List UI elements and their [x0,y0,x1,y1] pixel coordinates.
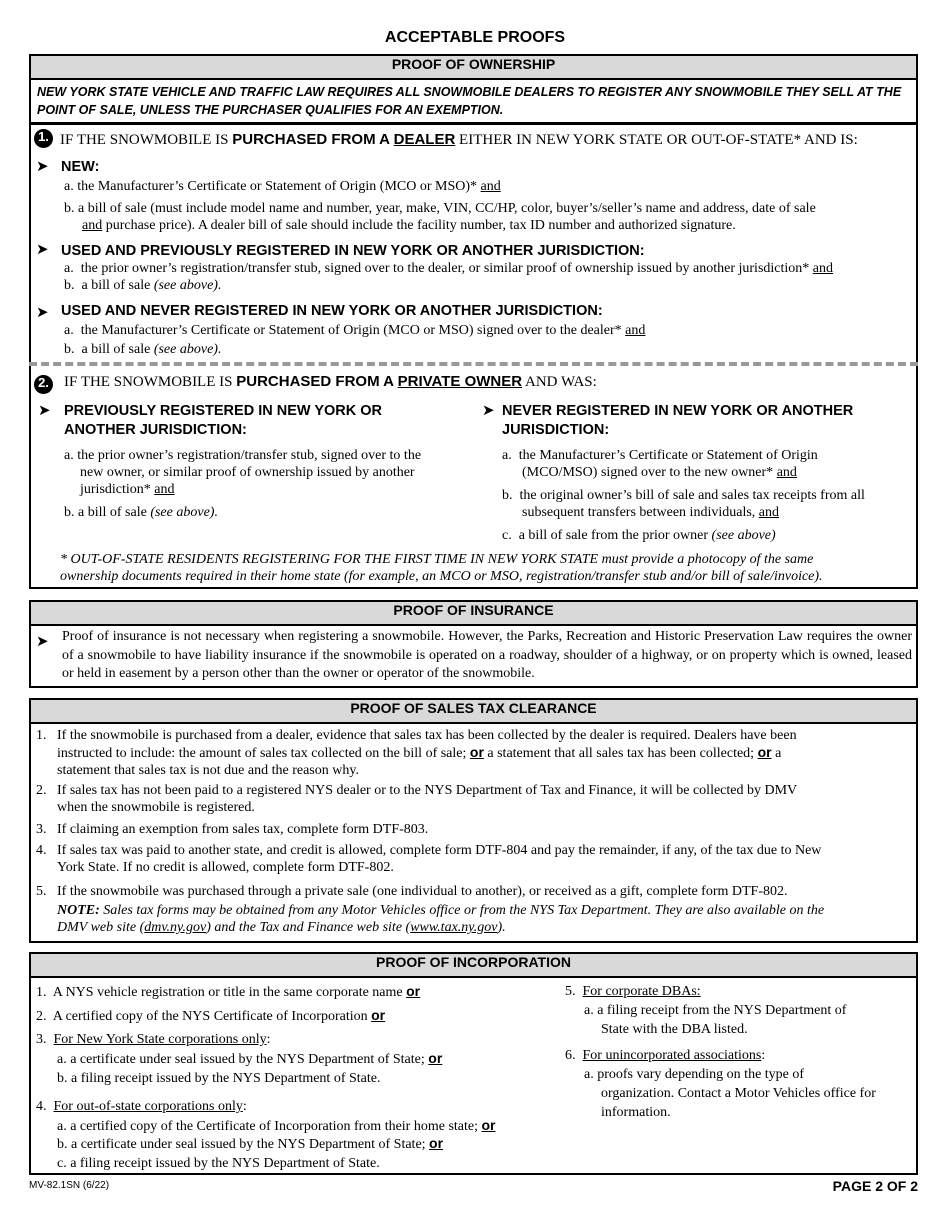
used-registered-item-a: a. the prior owner’s registration/transfer stub, signed over to the dealer, or similar proof of ownership issued by another jurisdiction* and [64,261,833,276]
page-number: PAGE 2 OF 2 [832,1178,918,1194]
arrow-icon: ➤ [36,303,49,321]
arrow-icon: ➤ [36,240,49,258]
dealer-heading: IF THE SNOWMOBILE IS PURCHASED FROM A DEALER EITHER IN NEW YORK STATE OR OUT-OF-STATE* AND IS: [60,131,858,148]
incorporation-item-3: 3. For New York State corporations only: a. a certificate under seal issued by the NYS Department of State; or b. a filing receipt issued by the NYS Department of State. [36,1032,443,1086]
insurance-heading: PROOF OF INSURANCE [31,602,916,626]
tax-link[interactable]: www.tax.ny.gov [410,920,498,935]
dmv-link[interactable]: dmv.ny.gov [144,920,207,935]
used-registered-heading: USED AND PREVIOUSLY REGISTERED IN NEW YORK OR ANOTHER JURISDICTION: [61,243,645,259]
used-never-item-a: a. the Manufacturer’s Certificate or Statement of Origin (MCO or MSO) signed over to the dealer* and [64,323,646,338]
used-never-heading: USED AND NEVER REGISTERED IN NEW YORK OR ANOTHER JURISDICTION: [61,303,603,319]
notice-divider [29,122,918,125]
used-never-item-b: b. a bill of sale (see above). [64,342,222,357]
never-registered-heading: NEVER REGISTERED IN NEW YORK OR ANOTHER JURISDICTION: [502,403,854,438]
arrow-icon: ➤ [36,632,49,650]
new-heading: NEW: [61,159,100,175]
incorporation-item-1: 1. A NYS vehicle registration or title in the same corporate name or [36,983,421,1000]
new-item-a: a. the Manufacturer’s Certificate or Statement of Origin (MCO or MSO)* and [64,179,501,194]
incorporation-heading: PROOF OF INCORPORATION [31,954,916,978]
incorporation-item-2: 2. A certified copy of the NYS Certificate of Incorporation or [36,1007,386,1024]
insurance-text: Proof of insurance is not necessary when registering a snowmobile. However, the Parks, Recreation and Historic Preservation Law requires the owner of a snowmobile to have liability insurance if the snowmobile is operated on a roadway, shoulder of a highway, or on property which is owned, leased or held in easement by a person other than the owner or operator of the snowmobile. [62,629,912,681]
incorporation-item-5: 5. For corporate DBAs: a. a filing receipt from the NYS Department of State with the DBA listed. [565,984,847,1037]
incorporation-item-4: 4. For out-of-state corporations only: a. a certified copy of the Certificate of Incorporation from their home state; or b. a certificate under seal issued by the NYS Department of State; or c. a filing receipt issued by the NYS Department of State. [36,1099,496,1171]
never-registered-item-a: a. the Manufacturer’s Certificate or Statement of Origin (MCO/MSO) signed over to the new owner* and [502,448,818,480]
never-registered-item-b: b. the original owner’s bill of sale and sales tax receipts from all subsequent transfers between individuals, and [502,488,865,520]
arrow-icon: ➤ [38,401,51,419]
sales-tax-heading: PROOF OF SALES TAX CLEARANCE [31,700,916,724]
dashed-divider [29,362,918,366]
page-title: ACCEPTABLE PROOFS [384,29,566,46]
sales-tax-note: NOTE: Sales tax forms may be obtained from any Motor Vehicles office or from the NYS Tax Department. They are also available on the DMV web site (dmv.ny.gov) and the Tax and Finance web site (www.tax.ny.gov). [57,903,825,935]
sales-tax-item-3: 3. If claiming an exemption from sales tax, complete form DTF-803. [36,822,429,837]
sales-tax-item-4: 4. If sales tax was paid to another state, and credit is allowed, complete form DTF-804 and pay the remainder, if any, of the tax due to New York State. If no credit is allowed, complete form DTF-802. [36,843,822,875]
prev-registered-item-b: b. a bill of sale (see above). [64,505,218,520]
never-registered-item-c: c. a bill of sale from the prior owner (see above) [502,528,776,543]
ownership-notice: NEW YORK STATE VEHICLE AND TRAFFIC LAW REQUIRES ALL SNOWMOBILE DEALERS TO REGISTER ANY SNOWMOBILE THEY SELL AT THE POINT OF SALE, UNLESS THE PURCHASER QUALIFIES FOR AN EXEMPTION. [37,85,902,117]
form-id: MV-82.1SN (6/22) [29,1180,110,1191]
new-item-b: b. a bill of sale (must include model name and number, year, make, VIN, CC/HP, color, buyer’s/seller’s name and address, date of sale and purchase price). A dealer bill of sale should include the facility number, tax ID number and authorized signature. [64,201,816,233]
sales-tax-item-1: 1. If the snowmobile is purchased from a dealer, evidence that sales tax has been collected by the dealer is required. Dealers have been instructed to include: the amount of sales tax collected on the bill of sale; or a statement that all sales tax has been collected; or a statement that sales tax is not due and the reason why. [36,728,797,778]
ownership-heading: PROOF OF OWNERSHIP [31,56,916,80]
arrow-icon: ➤ [36,157,49,175]
sales-tax-item-5: 5. If the snowmobile was purchased through a private sale (one individual to another), or received as a gift, complete form DTF-802. [36,884,788,899]
prev-registered-item-a: a. the prior owner’s registration/transfer stub, signed over to the new owner, or similar proof of ownership issued by another jurisdiction* and [64,448,422,497]
arrow-icon: ➤ [482,401,495,419]
incorporation-item-6: 6. For unincorporated associations: a. proofs vary depending on the type of organization. Contact a Motor Vehicles office for information. [565,1048,876,1120]
dealer-number-badge: 1. [34,129,53,148]
used-registered-item-b: b. a bill of sale (see above). [64,278,222,293]
prev-registered-heading: PREVIOUSLY REGISTERED IN NEW YORK OR ANOTHER JURISDICTION: [64,403,382,438]
private-heading: IF THE SNOWMOBILE IS PURCHASED FROM A PRIVATE OWNER AND WAS: [64,373,597,390]
private-number-badge: 2. [34,375,53,394]
sales-tax-item-2: 2. If sales tax has not been paid to a registered NYS dealer or to the NYS Department of Tax and Finance, it will be collected by DMV when the snowmobile is registered. [36,783,798,815]
ownership-footnote: * OUT-OF-STATE RESIDENTS REGISTERING FOR THE FIRST TIME IN NEW YORK STATE must provide a photocopy of the same ownership documents required in their home state (for example, an MCO or MSO, registration/transfer stub and/or bill of sale/invoice). [60,552,823,584]
